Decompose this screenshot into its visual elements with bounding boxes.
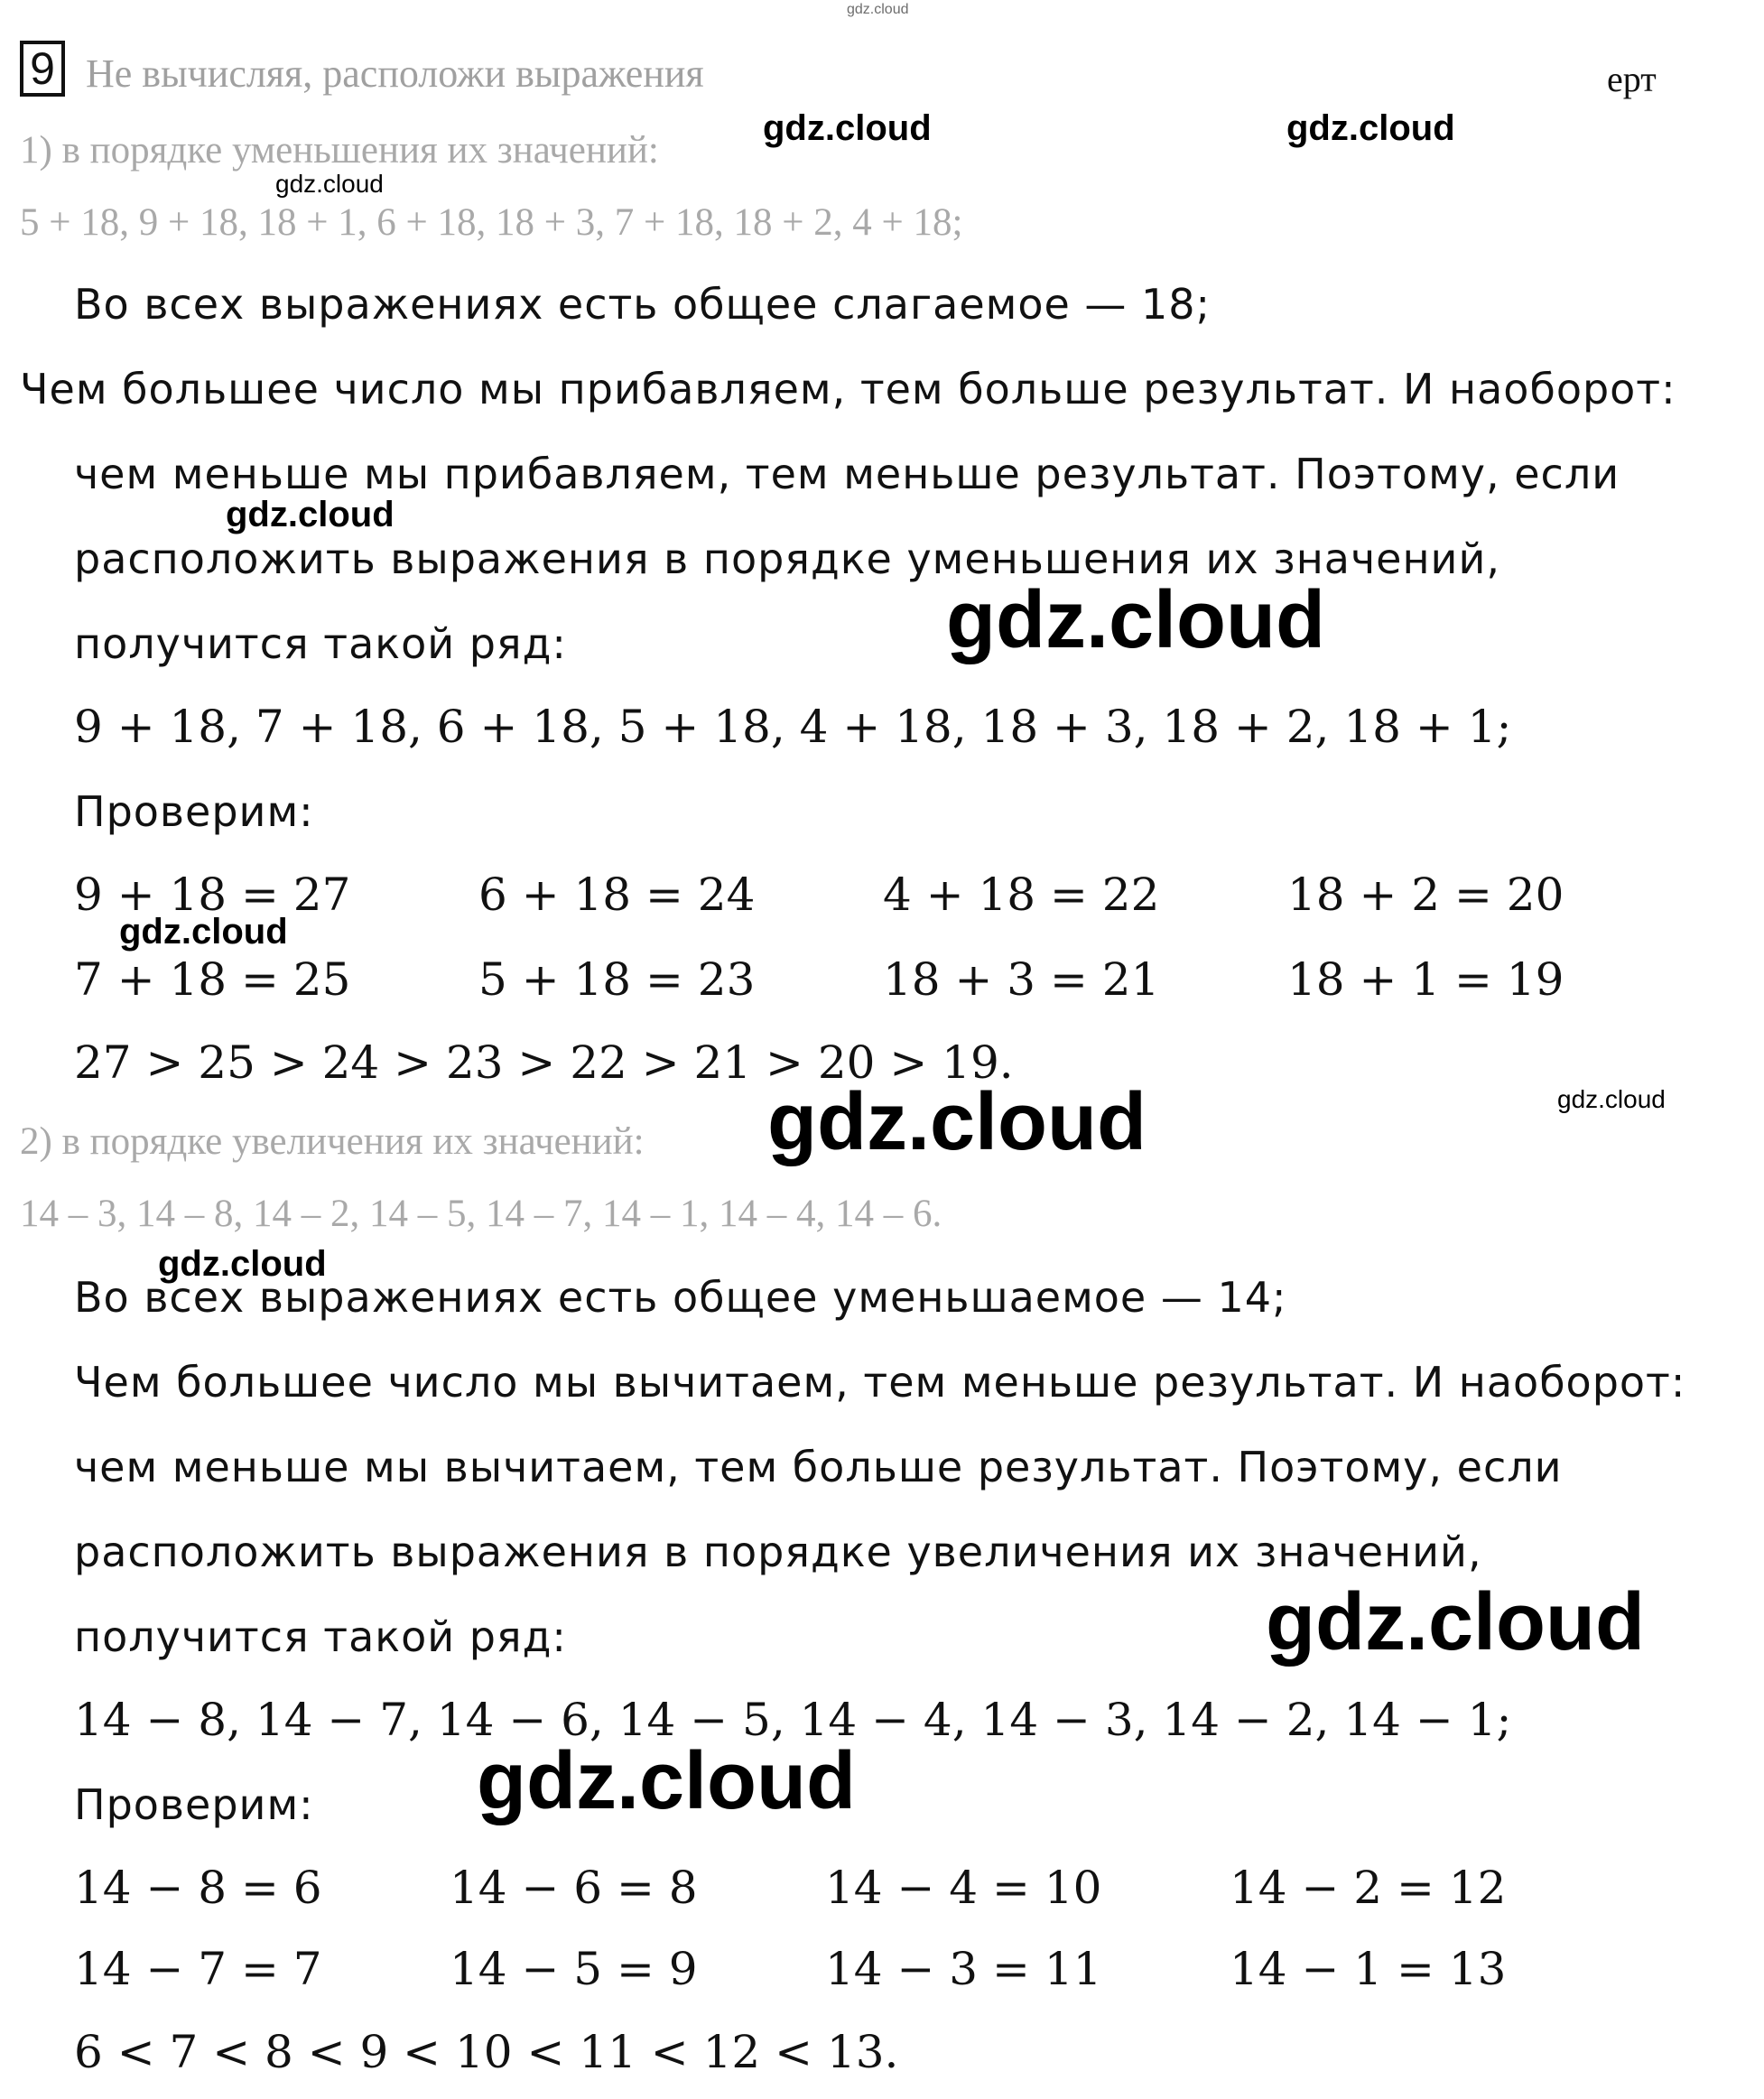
- part1-check-r2-c2: 5 + 18 = 23: [478, 953, 756, 1006]
- part2-check-r1-c4: 14 − 2 = 12: [1230, 1862, 1507, 1914]
- watermark: gdz.cloud: [1266, 1577, 1645, 1667]
- watermark: gdz.cloud: [767, 1077, 1147, 1167]
- part1-heading: 1) в порядке уменьшения их значений:: [20, 129, 659, 172]
- part1-check-r1-c1: 9 + 18 = 27: [74, 868, 351, 921]
- part1-check-r1-c2: 6 + 18 = 24: [478, 868, 756, 921]
- part2-check-r1-c3: 14 − 4 = 10: [825, 1862, 1102, 1914]
- site-label-top: gdz.cloud: [847, 2, 909, 17]
- watermark: gdz.cloud: [1557, 1085, 1666, 1113]
- part2-check-r1-c2: 14 − 6 = 8: [450, 1862, 698, 1914]
- part1-check-r1-c4: 18 + 2 = 20: [1287, 868, 1564, 921]
- part1-line-1: Во всех выражениях есть общее слагаемое — 18;: [74, 280, 1212, 329]
- part1-check-label: Проверим:: [74, 787, 314, 836]
- part2-series: 14 − 8, 14 − 7, 14 − 6, 14 − 5, 14 − 4, 14 − 3, 14 − 2, 14 − 1;: [74, 1694, 1512, 1746]
- part1-line-4: расположить выражения в порядке уменьшения их значений,: [74, 534, 1500, 583]
- part2-check-r1-c1: 14 − 8 = 6: [74, 1862, 322, 1914]
- part1-check-r2-c1: 7 + 18 = 25: [74, 953, 351, 1006]
- watermark: gdz.cloud: [158, 1244, 327, 1284]
- part2-check-r2-c1: 14 − 7 = 7: [74, 1943, 322, 1995]
- part2-heading: 2) в порядке увеличения их значений:: [20, 1120, 645, 1163]
- watermark: gdz.cloud: [946, 575, 1325, 665]
- part2-check-r2-c4: 14 − 1 = 13: [1230, 1943, 1507, 1995]
- corner-fragment: ерт: [1607, 59, 1657, 99]
- watermark: gdz.cloud: [477, 1736, 856, 1826]
- watermark: gdz.cloud: [226, 495, 395, 534]
- part1-conclusion: 27 > 25 > 24 > 23 > 22 > 21 > 20 > 19.: [74, 1036, 1014, 1089]
- watermark: gdz.cloud: [119, 912, 288, 952]
- part2-line-5: получится такой ряд:: [74, 1612, 567, 1661]
- watermark: gdz.cloud: [763, 108, 932, 148]
- part2-check-r2-c2: 14 − 5 = 9: [450, 1943, 698, 1995]
- part1-line-5: получится такой ряд:: [74, 619, 567, 668]
- task-number-box: 9: [20, 41, 65, 97]
- part2-expressions: 14 – 3, 14 – 8, 14 – 2, 14 – 5, 14 – 7, 14 – 1, 14 – 4, 14 – 6.: [20, 1193, 942, 1235]
- watermark: gdz.cloud: [1286, 108, 1455, 148]
- part2-line-1: Во всех выражениях есть общее уменьшаемое — 14;: [74, 1273, 1287, 1322]
- task-title: Не вычисляя, расположи выражения: [86, 51, 704, 96]
- watermark: gdz.cloud: [275, 170, 384, 198]
- part2-line-2: Чем большее число мы вычитаем, тем меньше результат. И наоборот:: [74, 1358, 1686, 1407]
- part1-check-r2-c3: 18 + 3 = 21: [883, 953, 1160, 1006]
- part2-line-4: расположить выражения в порядке увеличения их значений,: [74, 1528, 1482, 1576]
- part1-check-r2-c4: 18 + 1 = 19: [1287, 953, 1564, 1006]
- part1-line-3: чем меньше мы прибавляем, тем меньше результат. Поэтому, если: [74, 450, 1620, 498]
- part2-check-label: Проверим:: [74, 1780, 314, 1829]
- part2-conclusion: 6 < 7 < 8 < 9 < 10 < 11 < 12 < 13.: [74, 2026, 899, 2078]
- part2-line-3: чем меньше мы вычитаем, тем больше результат. Поэтому, если: [74, 1443, 1563, 1491]
- part1-expressions: 5 + 18, 9 + 18, 18 + 1, 6 + 18, 18 + 3, 7 + 18, 18 + 2, 4 + 18;: [20, 201, 963, 244]
- part1-check-r1-c3: 4 + 18 = 22: [883, 868, 1160, 921]
- part1-series: 9 + 18, 7 + 18, 6 + 18, 5 + 18, 4 + 18, 18 + 3, 18 + 2, 18 + 1;: [74, 701, 1512, 753]
- part2-check-r2-c3: 14 − 3 = 11: [825, 1943, 1102, 1995]
- part1-line-2: Чем большее число мы прибавляем, тем больше результат. И наоборот:: [20, 365, 1676, 413]
